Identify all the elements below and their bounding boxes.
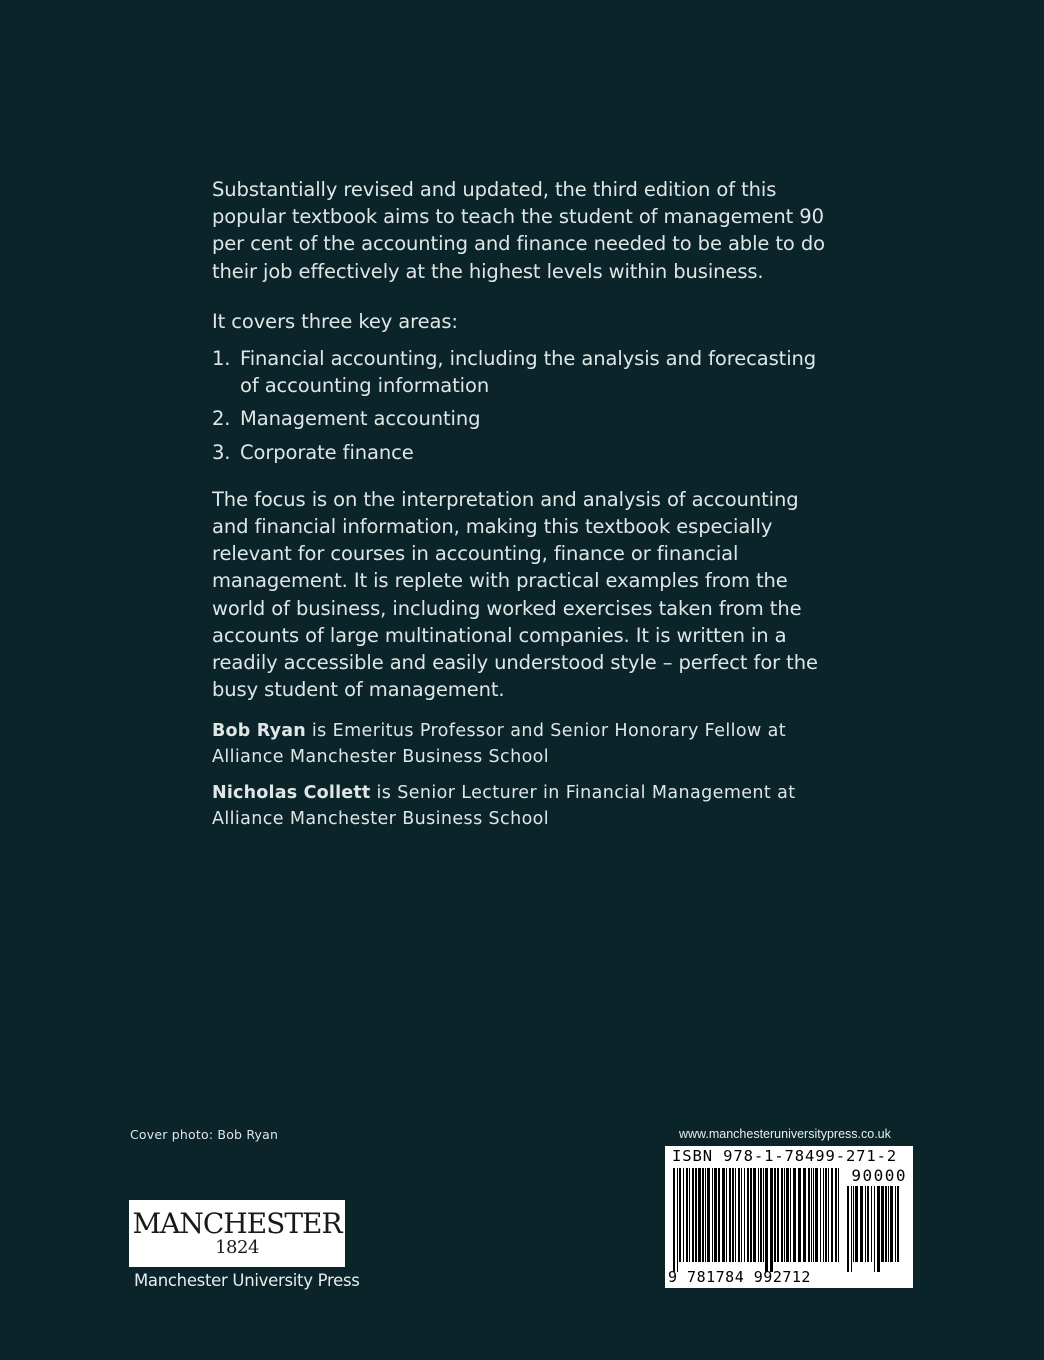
barcode-bar <box>686 1168 688 1262</box>
barcode-bar <box>838 1168 839 1262</box>
photo-credit: Cover photo: Bob Ryan <box>130 1127 279 1142</box>
author-bio <box>212 781 832 832</box>
barcode-bar <box>855 1186 858 1262</box>
publisher-url: www.manchesteruniversitypress.co.uk <box>679 1127 891 1141</box>
barcode-bar <box>895 1186 896 1262</box>
barcode-bar <box>732 1168 734 1262</box>
barcode-bar <box>695 1168 697 1262</box>
barcode-bar <box>881 1186 884 1262</box>
logo-year: 1824 <box>215 1237 259 1258</box>
author-bio <box>212 719 832 770</box>
barcode-bar <box>825 1168 827 1262</box>
ean-digits: 9 781784 992712 <box>668 1268 811 1286</box>
list-number: 3. <box>212 440 231 464</box>
barcode-bar <box>735 1168 736 1262</box>
barcode-bar <box>763 1168 764 1262</box>
barcode-bar <box>784 1168 785 1262</box>
barcode-bar <box>774 1168 776 1262</box>
barcode-bar <box>851 1186 852 1272</box>
key-areas-list <box>212 345 832 466</box>
barcode-bar <box>677 1168 678 1272</box>
barcode-bar <box>744 1168 745 1262</box>
barcode-bar <box>867 1186 869 1262</box>
list-item-text: Management accounting <box>240 407 481 431</box>
barcode-bar <box>714 1168 717 1262</box>
barcode-bar <box>860 1186 863 1262</box>
barcode-bar <box>683 1168 684 1262</box>
barcode-bar <box>786 1168 789 1262</box>
author-description: is Emeritus Professor and Senior Honorary Fellow at Alliance Manchester Business School <box>212 721 787 767</box>
isbn-barcode <box>665 1146 913 1288</box>
barcode-bar <box>888 1186 889 1262</box>
barcode-bar <box>689 1168 690 1262</box>
author-name: Nicholas Collett <box>212 783 371 803</box>
isbn-text: ISBN 978-1-78499-271-2 <box>672 1147 898 1165</box>
author-description: is Senior Lecturer in Financial Management at Alliance Manchester Business School <box>212 783 796 829</box>
barcode-bar <box>698 1168 701 1262</box>
barcode-bar <box>853 1186 854 1262</box>
barcode-bar <box>738 1168 740 1262</box>
barcode-bar <box>835 1168 837 1262</box>
list-number: 2. <box>212 407 231 431</box>
barcode-bar <box>722 1168 725 1262</box>
logo-wordmark: MANCHESTER <box>132 1207 342 1240</box>
list-item <box>212 439 832 466</box>
barcode-bar <box>877 1186 880 1272</box>
barcode-bar <box>702 1168 704 1262</box>
covers-heading: It covers three key areas: <box>212 309 458 333</box>
barcode-bar <box>712 1168 713 1262</box>
barcode-bar <box>874 1186 875 1272</box>
barcode-bar <box>828 1168 829 1262</box>
barcode-bar <box>765 1168 768 1272</box>
intro-paragraph: Substantially revised and updated, the third edition of this popular textbook aims to teach the student of management 90 per cent of the accounting and finance needed to be able to do their job effectively at the highest levels within business. <box>212 178 825 283</box>
list-item <box>212 345 832 399</box>
focus-paragraph: The focus is on the interpretation and analysis of accounting and financial information, making this textbook especially relevant for courses in accounting, finance or financial management. It is replete with practical examples from the world of business, including worked exercises taken from the accounts of large multinational companies. It is written in a readily accessible and easily understood style – perfect for the busy student of management. <box>212 487 818 702</box>
barcode-bar <box>750 1168 752 1262</box>
barcode-bar <box>815 1168 818 1262</box>
barcode-bar <box>770 1168 773 1272</box>
barcode-bar <box>897 1186 899 1262</box>
barcode-bar <box>707 1168 710 1262</box>
publisher-name: Manchester University Press <box>134 1271 360 1290</box>
list-item-text: Corporate finance <box>240 440 414 464</box>
barcode-bar <box>871 1186 872 1262</box>
barcode-bar <box>790 1168 791 1262</box>
barcode-bar <box>813 1168 814 1262</box>
list-number: 1. <box>212 347 231 371</box>
barcode-bar <box>808 1168 810 1262</box>
barcode-bar <box>692 1168 694 1262</box>
barcode-bar <box>798 1168 801 1262</box>
barcode-bar <box>847 1186 849 1272</box>
barcode-bar <box>705 1168 706 1262</box>
barcode-bar <box>679 1168 681 1262</box>
barcode-bar <box>793 1168 796 1262</box>
barcode-bar <box>726 1168 727 1262</box>
barcode-bar <box>820 1168 821 1262</box>
list-item <box>212 405 832 432</box>
barcode-bar <box>777 1168 779 1262</box>
barcode-bar <box>747 1168 749 1262</box>
barcode-bar <box>741 1168 742 1262</box>
barcode-bar <box>729 1168 731 1262</box>
barcode-bar <box>753 1168 756 1262</box>
list-item-text: Financial accounting, including the analysis and forecasting of accounting information <box>240 347 817 398</box>
barcode-bar <box>890 1186 893 1262</box>
addon-barcode-bars <box>847 1186 903 1272</box>
barcode-bar <box>803 1168 806 1262</box>
barcode-bar <box>781 1168 783 1262</box>
barcode-bar <box>865 1186 866 1262</box>
barcode-bar <box>718 1168 720 1262</box>
barcode-bar <box>823 1168 824 1262</box>
manchester-logo <box>129 1200 345 1267</box>
back-cover-blurb <box>212 176 832 703</box>
price-addon-text: 90000 <box>851 1166 907 1185</box>
author-bios <box>212 719 832 843</box>
ean-barcode-bars <box>673 1168 843 1272</box>
barcode-bar <box>758 1168 759 1262</box>
barcode-bar <box>831 1168 833 1262</box>
author-name: Bob Ryan <box>212 721 306 741</box>
barcode-bar <box>760 1168 762 1262</box>
barcode-bar <box>811 1168 812 1262</box>
barcode-bar <box>885 1186 887 1262</box>
barcode-bar <box>673 1168 675 1272</box>
